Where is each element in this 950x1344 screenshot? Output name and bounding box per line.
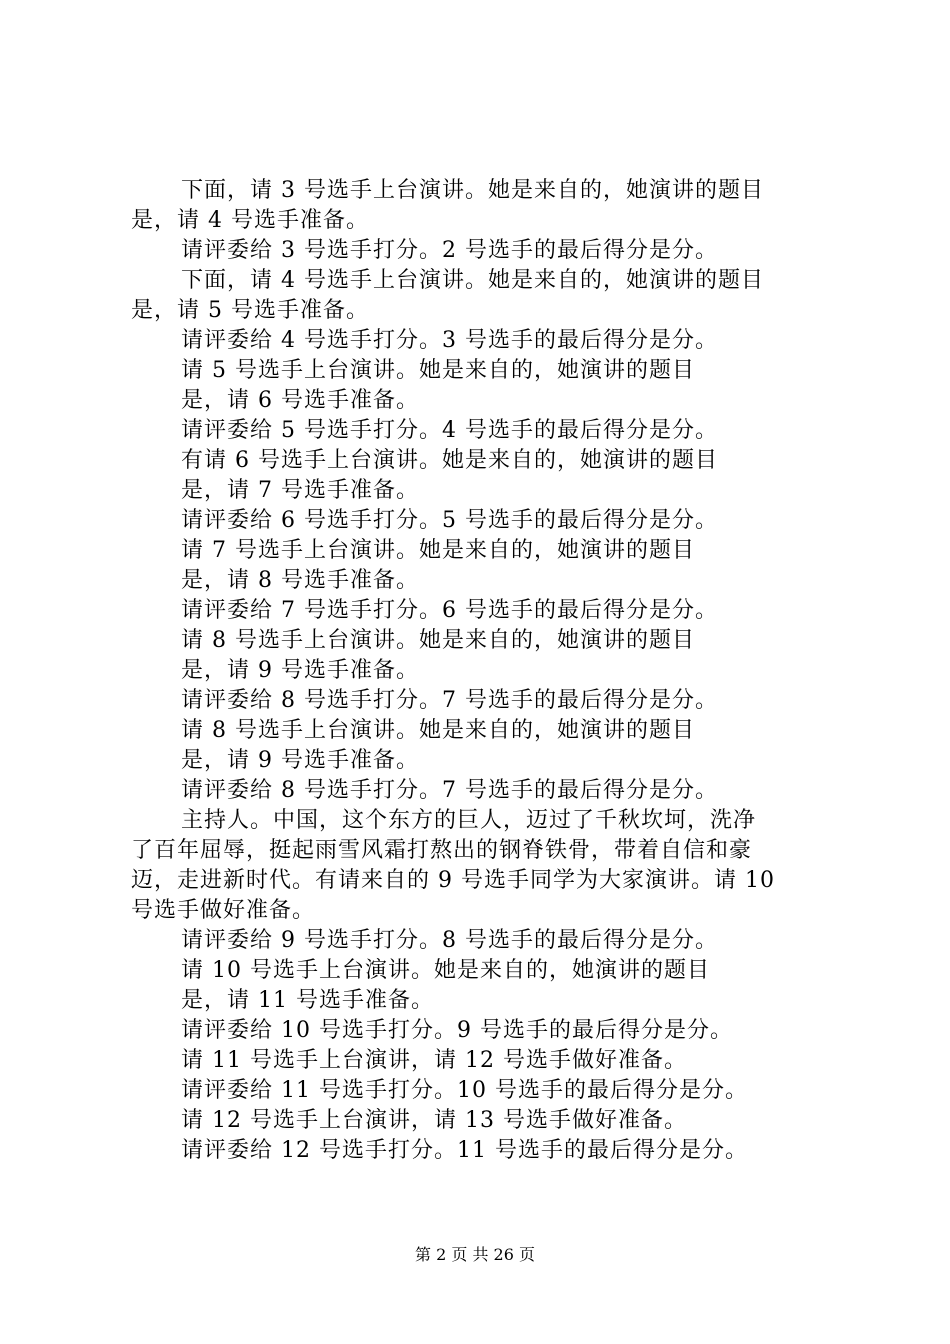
text-line: 请评委给 8 号选手打分。7 号选手的最后得分是分。 [181, 778, 718, 803]
text-line: 下面，请 4 号选手上台演讲。她是来自的，她演讲的题目 [181, 268, 764, 293]
text-line: 是，请 9 号选手准备。 [181, 658, 419, 683]
text-line: 请评委给 11 号选手打分。10 号选手的最后得分是分。 [181, 1078, 748, 1103]
text-line: 请 11 号选手上台演讲，请 12 号选手做好准备。 [181, 1048, 687, 1073]
text-line: 了百年屈辱，挺起雨雪风霜打熬出的钢脊铁骨，带着自信和豪 [131, 838, 753, 863]
text-line: 请评委给 8 号选手打分。7 号选手的最后得分是分。 [181, 688, 718, 713]
text-line: 请 8 号选手上台演讲。她是来自的，她演讲的题目 [181, 628, 695, 653]
text-line: 是，请 7 号选手准备。 [181, 478, 419, 503]
page-number-label: 第 2 页 共 26 页 [415, 1245, 535, 1264]
text-line: 请 10 号选手上台演讲。她是来自的，她演讲的题目 [181, 958, 710, 983]
text-line: 请 7 号选手上台演讲。她是来自的，她演讲的题目 [181, 538, 695, 563]
text-line: 是，请 4 号选手准备。 [131, 208, 369, 233]
text-line: 请评委给 5 号选手打分。4 号选手的最后得分是分。 [181, 418, 718, 443]
text-line: 下面，请 3 号选手上台演讲。她是来自的，她演讲的题目 [181, 178, 764, 203]
text-line: 是，请 6 号选手准备。 [181, 388, 419, 413]
text-line: 请评委给 4 号选手打分。3 号选手的最后得分是分。 [181, 328, 718, 353]
text-line: 有请 6 号选手上台演讲。她是来自的，她演讲的题目 [181, 448, 718, 473]
document-body [131, 176, 831, 1166]
text-line: 请 5 号选手上台演讲。她是来自的，她演讲的题目 [181, 358, 695, 383]
text-line: 是，请 9 号选手准备。 [181, 748, 419, 773]
text-line: 是，请 5 号选手准备。 [131, 298, 369, 323]
text-line: 请 8 号选手上台演讲。她是来自的，她演讲的题目 [181, 718, 695, 743]
text-line: 迈，走进新时代。有请来自的 9 号选手同学为大家演讲。请 10 [131, 868, 775, 893]
text-line: 请评委给 6 号选手打分。5 号选手的最后得分是分。 [181, 508, 718, 533]
text-line: 号选手做好准备。 [131, 898, 316, 923]
text-line: 请评委给 3 号选手打分。2 号选手的最后得分是分。 [181, 238, 718, 263]
text-line: 请评委给 9 号选手打分。8 号选手的最后得分是分。 [181, 928, 718, 953]
text-line: 主持人。中国，这个东方的巨人，迈过了千秋坎坷，洗净 [181, 808, 757, 833]
text-line: 请 12 号选手上台演讲，请 13 号选手做好准备。 [181, 1108, 687, 1133]
text-line: 请评委给 10 号选手打分。9 号选手的最后得分是分。 [181, 1018, 733, 1043]
text-line: 是，请 8 号选手准备。 [181, 568, 419, 593]
text-line: 请评委给 12 号选手打分。11 号选手的最后得分是分。 [181, 1138, 748, 1163]
page-footer [0, 1244, 950, 1266]
text-line: 请评委给 7 号选手打分。6 号选手的最后得分是分。 [181, 598, 718, 623]
text-line: 是，请 11 号选手准备。 [181, 988, 434, 1013]
